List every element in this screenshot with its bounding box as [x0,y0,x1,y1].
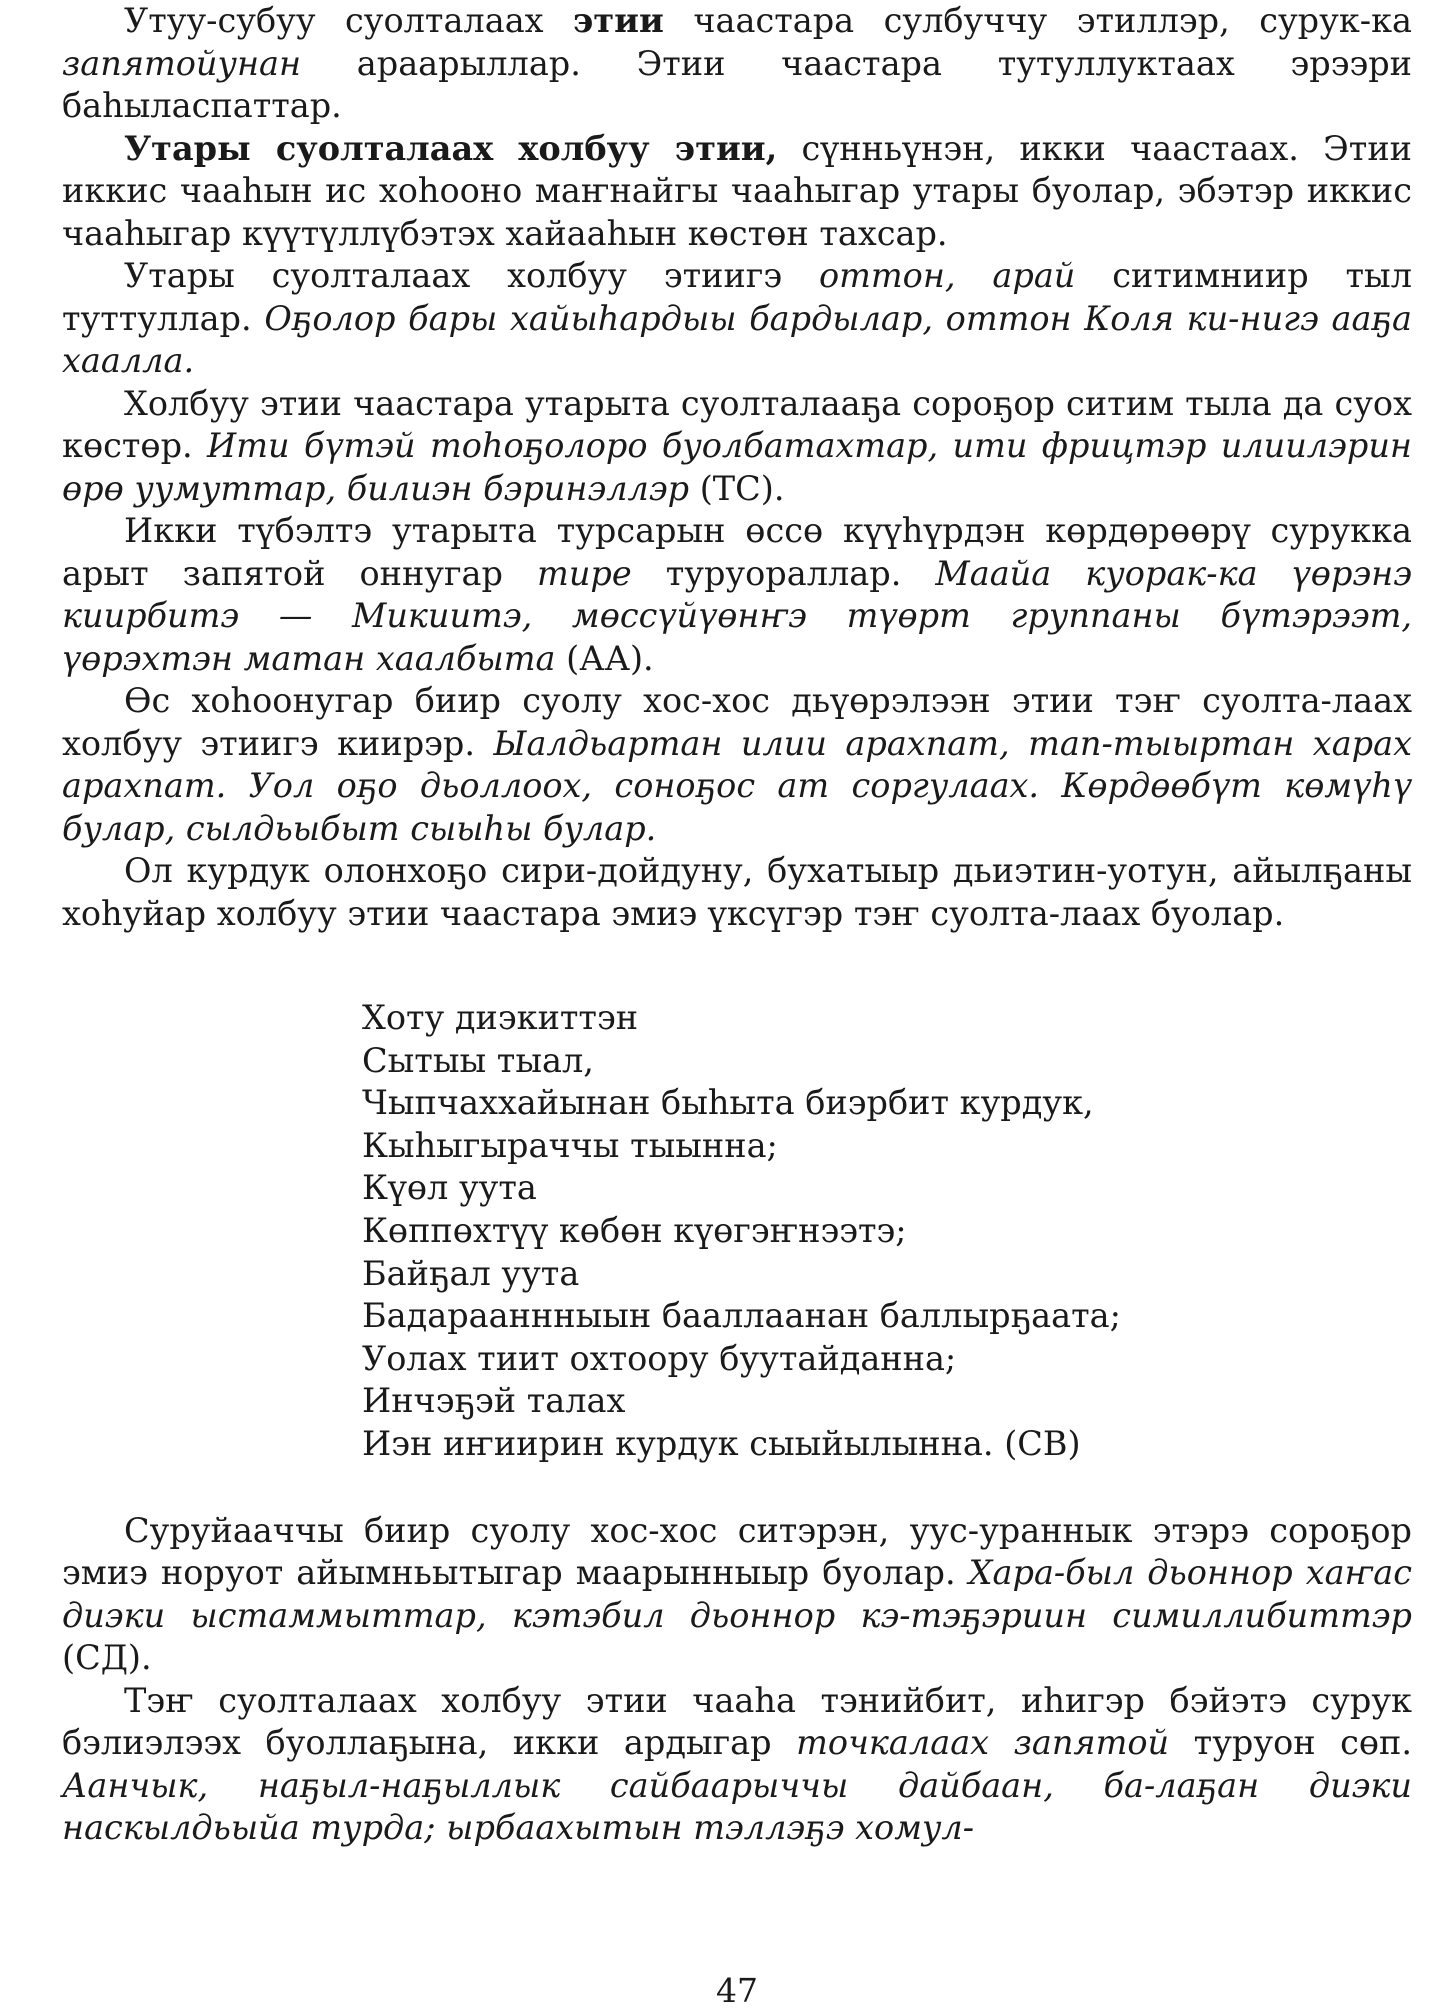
text-segment: Ол курдук олонхоҕо сири-дойдуну, бухатыыр дьиэтин-уотун, айылҕаны хоһуйар холбуу этии чаастара эмиэ үксүгэр тэҥ суолта-лаах буолар. [62,851,1412,933]
poem [362,997,1412,1466]
paragraph-p1 [62,0,1412,128]
text-segment: ситимниир тыл туттуллар. [62,256,1412,338]
paragraph-p6 [62,680,1412,850]
text-segment: этии [573,1,664,40]
text-segment: Холбуу этии чаастара утарыта суолталааҕа сороҕор ситим тыла да суох көстөр. [62,383,1412,465]
paragraph-p7 [62,850,1412,935]
text-segment: Маайа куорак-ка үөрэнэ киирбитэ — Микиитэ, мөссүйүөнҥэ түөрт группаны бүтэрээт, үөрэхтэн матан хаалбыта [62,553,1412,678]
text-segment: тире [537,553,632,593]
text-segment: точкалаах запятой [796,1723,1170,1763]
paragraph-p3 [62,255,1412,383]
poem-line: Хоту диэкиттэн [362,998,639,1037]
poem-line: Бадарааннныын бааллаанан баллырҕаата; [362,1296,1121,1336]
text-segment: Аанчык, наҕыл-наҕыллык сайбаарыччы дайбаан, ба-лаҕан диэки наскылдьыйа турда; ырбаахытын тэллэҕэ хомул- [62,1765,1412,1848]
text-segment: Утуу-субуу суолталаах [124,1,574,40]
paragraph-p4 [62,383,1412,511]
text-segment: Утары суолталаах холбуу этии, [124,128,778,168]
poem-line: Уолах тиит охтоору буутайданна; [362,1338,957,1378]
poem-line: Кыһыгыраччы тыынна; [362,1125,778,1165]
poem-line: Сытыы тыал, [362,1040,594,1080]
text-segment: Хара-был дьоннор хаҥас диэки ыстаммыттар, кэтэбил дьоннор кэ-тэҕэриин симиллибиттэр [62,1553,1413,1635]
paragraph-p2 [62,128,1412,256]
page-number: 47 [716,1971,758,2010]
text-segment: чаастара сулбуччу этиллэр, сурук-ка [663,1,1412,40]
text-segment: (СД). [62,1638,152,1678]
text-segment: Оҕолор бары хайыһардыы бардылар, оттон Коля ки-нигэ ааҕа хаалла. [62,298,1413,380]
poem-line: Иэн иҥиирин курдук сыыйылынна. (СВ) [362,1423,1081,1463]
text-segment: Утары суолталаах холбуу этиигэ [124,256,819,295]
poem-line: Көппөхтүү көбөн күөгэҥнээтэ; [362,1210,907,1250]
text-segment: араарыллар. Этии чаастара тутуллуктаах эрээри баһыласпаттар. [62,43,1412,125]
text-segment: туруон сөп. [1169,1723,1413,1763]
text-segment: оттон, арай [818,256,1076,295]
text-segment: туруораллар. [631,553,936,593]
paragraph-p9 [62,1680,1412,1850]
text-segment: (ТС). [689,468,785,508]
paragraph-p8 [62,1510,1412,1680]
text-segment: Икки түбэлтэ утарыта турсарын өссө күүһүрдэн көрдөрөөрү сурукка арыт запятой оннугар [62,511,1412,593]
text-segment: Ити бүтэй тоһоҕолоро буолбатахтар, ити фрицтэр илиилэрин өрө уумуттар, билиэн бэринэллэр [62,426,1412,508]
poem-line: Күөл уута [362,1168,537,1208]
text-segment: Суруйааччы биир суолу хос-хос ситэрэн, уус-ураннык этэрэ сороҕор эмиэ норуот айымньытыгар маарынныыр буолар. [62,1510,1412,1593]
poem-line: Инчэҕэй талах [362,1381,626,1421]
page [62,0,1413,2010]
poem-line: Байҕал уута [362,1253,580,1293]
text-segment: Тэҥ суолталаах холбуу этии чааһа тэнийбит, иһигэр бэйэтэ сурук бэлиэлээх буоллаҕына, икки ардыгар [62,1680,1412,1763]
text-segment: запятойунан [62,43,302,83]
text-segment: сүнньүнэн, икки чаастаах. Этии иккис чааһын ис хоһооно маҥнайгы чааһыгар утары буолар, эбэтэр иккис чааһыгар күүтүллүбэтэх хайааһын көстөн тахсар. [62,128,1412,253]
text-segment: Ыалдьартан илии арахпат, тап-тыыртан харах арахпат. Уол оҕо дьоллоох, соноҕос ат соргулаах. Көрдөөбүт көмүһү булар, сылдьыбыт сыыһы булар. [62,723,1412,848]
text-segment: (АА). [555,638,654,678]
paragraph-p5 [62,510,1412,680]
poem-line: Чыпчаххайынан быһыта биэрбит курдук, [362,1083,1094,1123]
text-segment: Өс хоһоонугар биир суолу хос-хос дьүөрэлээн этии тэҥ суолта-лаах холбуу этиигэ киирэр. [62,681,1412,763]
paragraphs-after-poem [62,1510,1412,1850]
paragraphs-before-poem [62,0,1412,935]
